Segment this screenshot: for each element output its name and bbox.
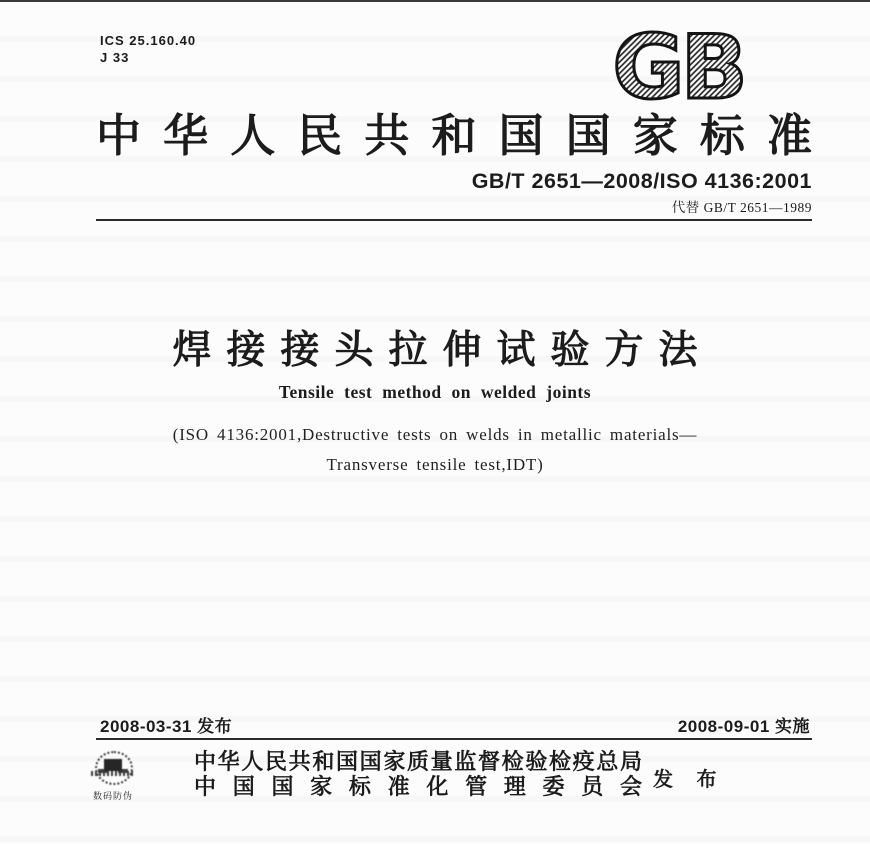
- iso-reference-note: [0, 420, 870, 480]
- standard-number: GB/T 2651—2008/ISO 4136:2001: [471, 169, 812, 193]
- anti-counterfeit-seal: [84, 751, 142, 802]
- document-title-english: Tensile test method on welded joints: [278, 382, 592, 402]
- iso-reference-line1: (ISO 4136:2001,Destructive tests on welds in metallic materials—: [172, 425, 698, 444]
- gb-logo: [590, 28, 766, 110]
- seal-emblem-icon: [91, 751, 135, 785]
- issue-date: 2008-03-31 发布: [100, 717, 233, 736]
- doc-class-code: J 33: [100, 50, 130, 65]
- ics-code: ICS 25.160.40: [100, 33, 197, 48]
- publish-label: 发 布: [653, 769, 726, 791]
- header-rule: [96, 219, 812, 221]
- replaces-note: 代替 GB/T 2651—1989: [671, 200, 812, 215]
- gb-logo-text: GB: [612, 28, 744, 110]
- document-title-chinese: 焊接接头拉伸试验方法: [172, 329, 713, 372]
- issuing-organizations: [194, 749, 642, 799]
- org-aqsiq: 中华人民共和国国家质量监督检验检疫总局: [194, 749, 642, 774]
- iso-reference-line2: Transverse tensile test,IDT): [326, 455, 544, 474]
- implementation-date: 2008-09-01 实施: [677, 717, 810, 736]
- national-standard-title: 中华人民共和国国家标准: [96, 111, 812, 161]
- seal-caption: 数码防伪: [92, 791, 133, 801]
- standard-number-block: [472, 169, 812, 216]
- footer-rule: [96, 738, 812, 740]
- org-sac: 中国国家标准化管理委员会: [194, 774, 642, 799]
- gb-logo-icon: [590, 28, 766, 110]
- seal-band: [91, 771, 135, 776]
- ics-block: [100, 32, 196, 66]
- seal-core: [104, 759, 122, 771]
